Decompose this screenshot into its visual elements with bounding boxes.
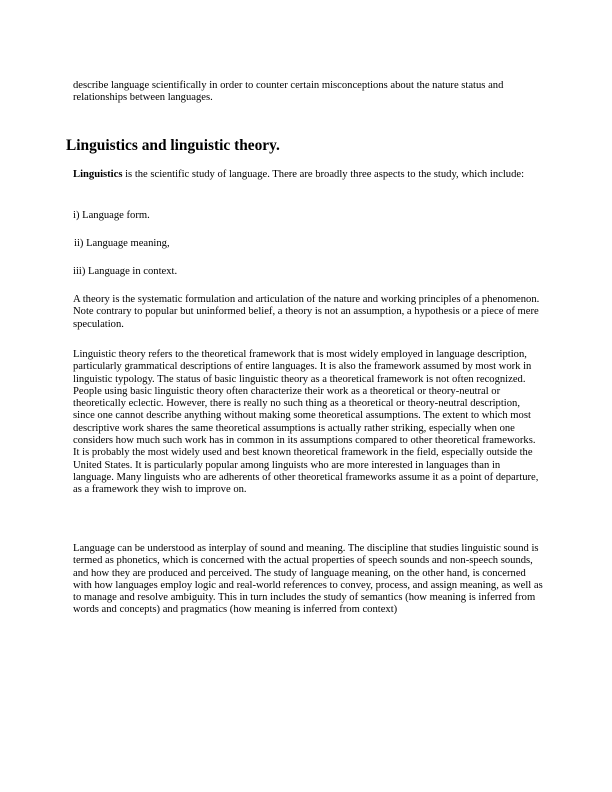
section-heading: Linguistics and linguistic theory. <box>66 137 280 154</box>
linguistic-theory-paragraph: Linguistic theory refers to the theoretical framework that is most widely employed in language description, particularly grammatical descriptions of entire languages. It is also the framework assumed by most work in linguistic typology. The status of basic linguistic theory as a theoretical framework is not often recognized. People using basic linguistic theory often characterize their work as a theoretical or theory-neutral or theoretically eclectic. However, there is really no such thing as a theoretical or theory-neutral description, since one cannot describe anything without making some theoretical assumptions. The extent to which most descriptive work shares the same theoretical assumptions is actually rather striking, especially when one considers how much such work has in common in its assumptions compared to other theoretical frameworks. It is probably the most widely used and best known theoretical framework in the field, especially outside the United States. It is particularly popular among linguists who are more interested in languages than in language. Many linguists who are adherents of other theoretical frameworks assume it as a point of departure, as a framework they wish to improve on. <box>73 349 539 496</box>
aspect-item-meaning: ii) Language meaning, <box>74 238 170 249</box>
sound-meaning-paragraph: Language can be understood as interplay of sound and meaning. The discipline that studies linguistic sound is termed as phonetics, which is concerned with the actual properties of speech sounds and non-speech sounds, and how they are produced and perceived. The study of language meaning, on the other hand, is concerned with how languages employ logic and real-world references to convey, process, and assign meaning, as well as to manage and resolve ambiguity. This in turn includes the study of semantics (how meaning is inferred from words and concepts) and pragmatics (how meaning is inferred from context) <box>73 543 543 616</box>
definition-text: is the scientific study of language. There are broadly three aspects to the study, which include: <box>122 169 525 180</box>
definition-term: Linguistics <box>73 169 123 180</box>
aspect-item-form: i) Language form. <box>73 210 150 221</box>
definition-paragraph <box>73 169 543 181</box>
intro-paragraph: describe language scientifically in order to counter certain misconceptions about the nature status and relationships between languages. <box>73 80 504 104</box>
aspect-item-context: iii) Language in context. <box>73 266 178 277</box>
theory-paragraph: A theory is the systematic formulation and articulation of the nature and working principles of a phenomenon. Note contrary to popular but uninformed belief, a theory is not an assumption, a hypothesis or a piece of mere speculation. <box>73 294 540 330</box>
